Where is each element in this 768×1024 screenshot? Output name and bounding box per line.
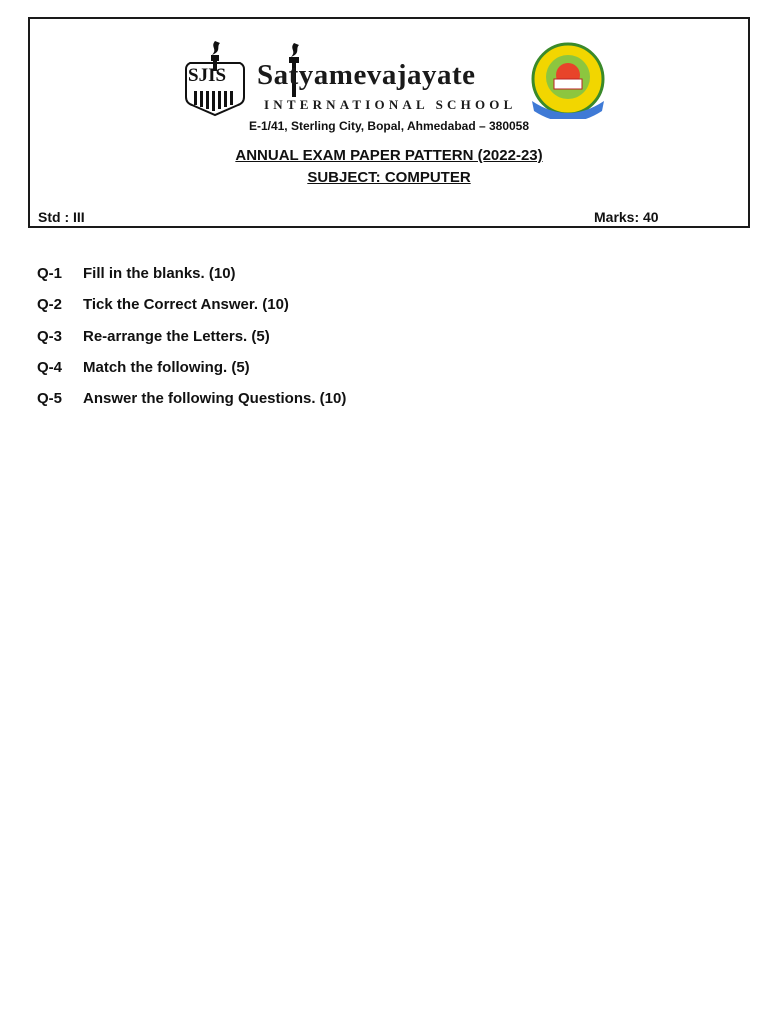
question-text: Tick the Correct Answer. (10): [83, 296, 289, 314]
question-item: [37, 352, 346, 383]
question-text: Re-arrange the Letters. (5): [83, 327, 270, 345]
question-text: Match the following. (5): [83, 359, 250, 377]
question-item: [37, 383, 346, 414]
question-number: Q-3: [37, 327, 63, 345]
school-name: Satyamevajayate: [257, 59, 476, 91]
question-item: [37, 289, 346, 320]
school-subtitle: INTERNATIONAL SCHOOL: [264, 97, 517, 112]
question-number: Q-1: [37, 265, 63, 283]
school-logo-row: [182, 39, 622, 119]
sjis-logo-text: SJIS: [188, 65, 227, 86]
question-item: [37, 258, 346, 289]
question-text: Answer the following Questions. (10): [83, 390, 347, 408]
marks-label: Marks: 40: [594, 209, 659, 225]
cbse-emblem-icon: [522, 41, 614, 119]
question-number: Q-5: [37, 390, 63, 408]
exam-title: ANNUAL EXAM PAPER PATTERN (2022-23): [235, 147, 543, 164]
question-number: Q-2: [37, 296, 63, 314]
question-text: Fill in the blanks. (10): [83, 265, 236, 283]
question-list: [37, 258, 346, 414]
sjis-logo: [182, 39, 248, 117]
exam-header: [28, 17, 750, 228]
question-number: Q-4: [37, 359, 63, 377]
school-address: E-1/41, Sterling City, Bopal, Ahmedabad – 380058: [248, 119, 530, 133]
exam-subject: SUBJECT: COMPUTER: [307, 169, 471, 186]
standard-label: Std : III: [38, 209, 85, 225]
question-item: [37, 321, 346, 352]
